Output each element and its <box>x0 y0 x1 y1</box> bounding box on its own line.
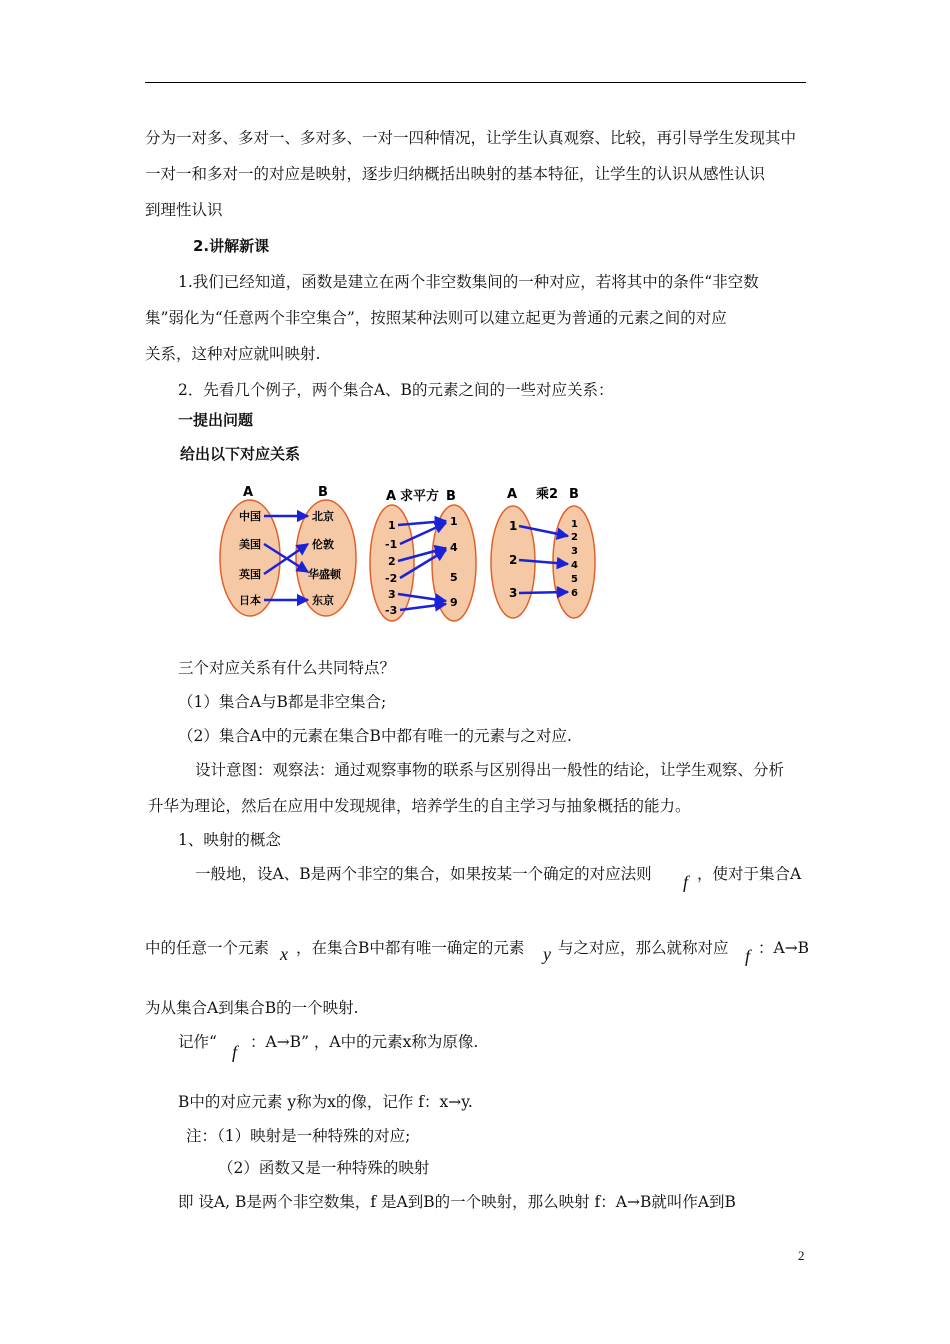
set-b-label: B <box>569 487 579 502</box>
note-line: （2）函数又是一种特殊的映射 <box>218 1159 430 1177</box>
paragraph-line: 1.我们已经知道，函数是建立在两个非空数集间的一种对应，若将其中的条件“非空数 <box>178 273 759 291</box>
mapping-diagrams <box>210 478 610 624</box>
function-symbol: f <box>683 872 689 892</box>
paragraph-line: 设计意图：观察法：通过观察事物的联系与区别得出一般性的结论，让学生观察、分析 <box>195 761 785 779</box>
set-a-label: A <box>243 485 254 500</box>
section-heading: 2.讲解新课 <box>193 237 270 255</box>
mapping-arrow <box>519 592 568 593</box>
page-number: 2 <box>798 1248 805 1263</box>
paragraph-line: （2）集合A中的元素在集合B中都有唯一的元素与之对应. <box>178 727 572 745</box>
element-b: 东京 <box>312 594 334 607</box>
paragraph-line: ：A→B” ，A中的元素x称为原像. <box>250 1033 479 1051</box>
element-b: 1 <box>450 515 458 528</box>
element-a: -1 <box>385 538 398 551</box>
element-b: 6 <box>571 588 578 599</box>
element-a: 1 <box>509 519 518 533</box>
element-b: 1 <box>571 519 578 530</box>
element-a: -2 <box>385 572 398 585</box>
element-a: -3 <box>385 604 398 617</box>
element-b: 2 <box>571 532 578 543</box>
header-rule <box>145 82 806 83</box>
variable-symbol: y <box>543 944 551 964</box>
element-a: 2 <box>388 555 396 568</box>
paragraph-line: 分为一对多、多对一、多对多、一对一四种情况，让学生认真观察、比较，再引导学生发现其中 <box>145 129 797 147</box>
element-b: 4 <box>450 541 458 554</box>
element-b: 9 <box>450 596 458 609</box>
element-b: 5 <box>450 571 458 584</box>
mapping-diagram-square <box>370 488 476 621</box>
paragraph-line: 即 设A, B是两个非空数集，f 是A到B的一个映射，那么映射 f：A→B就叫作A到B <box>178 1193 736 1211</box>
function-symbol: f <box>745 946 751 966</box>
mapping-diagram-double <box>491 486 595 618</box>
paragraph-line: ，使对于集合A <box>697 865 802 883</box>
element-a: 美国 <box>239 538 261 551</box>
paragraph-line: 到理性认识 <box>145 201 223 219</box>
element-b: 4 <box>571 560 578 571</box>
element-a: 1 <box>388 519 396 532</box>
element-a: 3 <box>509 586 518 600</box>
paragraph-line: B中的对应元素 y称为x的像，记作 f：x→y. <box>178 1093 473 1111</box>
element-b: 北京 <box>312 510 334 523</box>
variable-symbol: x <box>280 944 288 964</box>
paragraph-line: 中的任意一个元素 <box>145 939 270 957</box>
note-line: 注：（1）映射是一种特殊的对应; <box>186 1127 411 1145</box>
set-b-label: B <box>318 485 328 500</box>
element-b: 3 <box>571 546 578 557</box>
paragraph-line: 关系，这种对应就叫映射. <box>145 345 321 363</box>
paragraph-line: ，在集合B中都有唯一确定的元素 <box>296 939 525 957</box>
paragraph-line: 2．先看几个例子，两个集合A、B的元素之间的一些对应关系： <box>178 381 614 399</box>
set-b-label: B <box>446 489 456 504</box>
paragraph-line: 一般地，设A、B是两个非空的集合，如果按某一个确定的对应法则 <box>195 865 652 883</box>
element-a: 2 <box>509 553 518 567</box>
set-a-label: A <box>507 487 518 502</box>
rule-label: 乘2 <box>536 487 559 502</box>
paragraph-line: 三个对应关系有什么共同特点？ <box>178 659 396 677</box>
paragraph-line: ：A→B <box>758 939 810 957</box>
element-b: 华盛顿 <box>308 568 341 581</box>
element-b: 5 <box>571 574 578 585</box>
element-a: 中国 <box>239 510 261 523</box>
paragraph-line: 升华为理论，然后在应用中发现规律，培养学生的自主学习与抽象概括的能力。 <box>148 797 691 815</box>
paragraph-line: 集”弱化为“任意两个非空集合”，按照某种法则可以建立起更为普通的元素之间的对应 <box>145 309 727 327</box>
element-b: 伦敦 <box>312 538 334 551</box>
paragraph-line: （1）集合A与B都是非空集合; <box>178 693 387 711</box>
set-a-label: A <box>386 489 397 504</box>
section-heading: 给出以下对应关系 <box>180 445 301 463</box>
paragraph-line: 一对一和多对一的对应是映射，逐步归纳概括出映射的基本特征，让学生的认识从感性认识 <box>145 165 766 183</box>
element-a: 英国 <box>239 568 261 581</box>
paragraph-line: 记作“ <box>178 1033 217 1051</box>
element-a: 日本 <box>239 594 261 607</box>
function-symbol: f <box>232 1042 238 1062</box>
section-heading: 一提出问题 <box>178 411 254 429</box>
rule-label: 求平方 <box>400 489 440 504</box>
mapping-diagram-countries <box>220 485 356 616</box>
element-a: 3 <box>388 588 396 601</box>
paragraph-line: 为从集合A到集合B的一个映射. <box>145 999 359 1017</box>
subsection-title: 1、映射的概念 <box>178 831 281 849</box>
paragraph-line: 与之对应，那么就称对应 <box>558 939 729 957</box>
